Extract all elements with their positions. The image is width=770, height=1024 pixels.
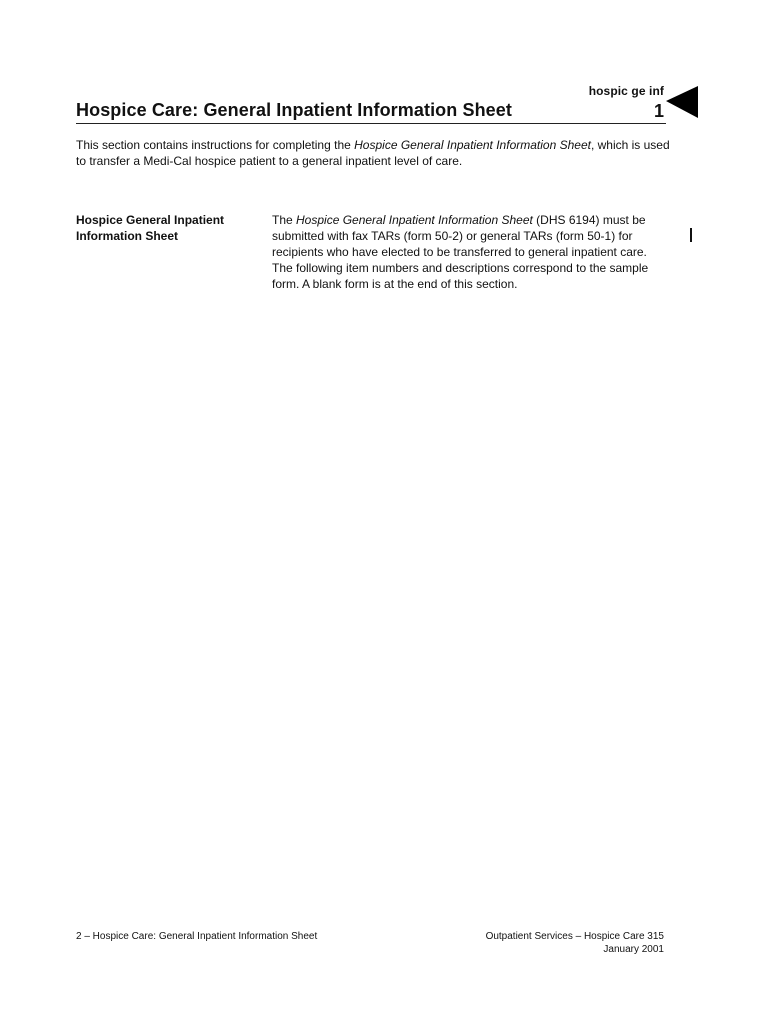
section-body-paragraph <box>272 212 667 292</box>
intro-text-end: , which is used to transfer a Medi-Cal hospice patient to a general inpatient level of care. <box>76 138 670 168</box>
section-heading: Hospice General Inpatient Information Sheet <box>76 213 225 243</box>
section-form-title: Hospice General Inpatient Information Sheet <box>296 213 533 227</box>
section-body-start: The <box>272 213 297 227</box>
section-code: hospic ge inf <box>588 84 664 98</box>
left-pointing-triangle-icon <box>664 84 700 120</box>
intro-form-title: Hospice General Inpatient Information Sheet <box>354 138 591 152</box>
title-divider <box>76 123 666 124</box>
intro-paragraph <box>76 137 676 169</box>
section-body-end: (DHS 6194) must be submitted with fax TARs (form 50-2) or general TARs (form 50-1) for recipients who have elected to be transferred to general inpatient care. The following item numbers and descriptions correspond to the sample form. A blank form is at the end of this section. <box>272 213 649 291</box>
page-title: Hospice Care: General Inpatient Information Sheet <box>76 100 512 120</box>
footer-date: January 2001 <box>603 944 664 955</box>
footer-manual-section: Outpatient Services – Hospice Care 315 <box>485 931 664 942</box>
page-number: 1 <box>653 101 664 121</box>
footer-right <box>486 930 664 956</box>
intro-text-start: This section contains instructions for completing the <box>76 138 355 152</box>
change-bar-icon <box>690 228 692 242</box>
footer-left: 2 – Hospice Care: General Inpatient Information Sheet <box>76 931 318 942</box>
